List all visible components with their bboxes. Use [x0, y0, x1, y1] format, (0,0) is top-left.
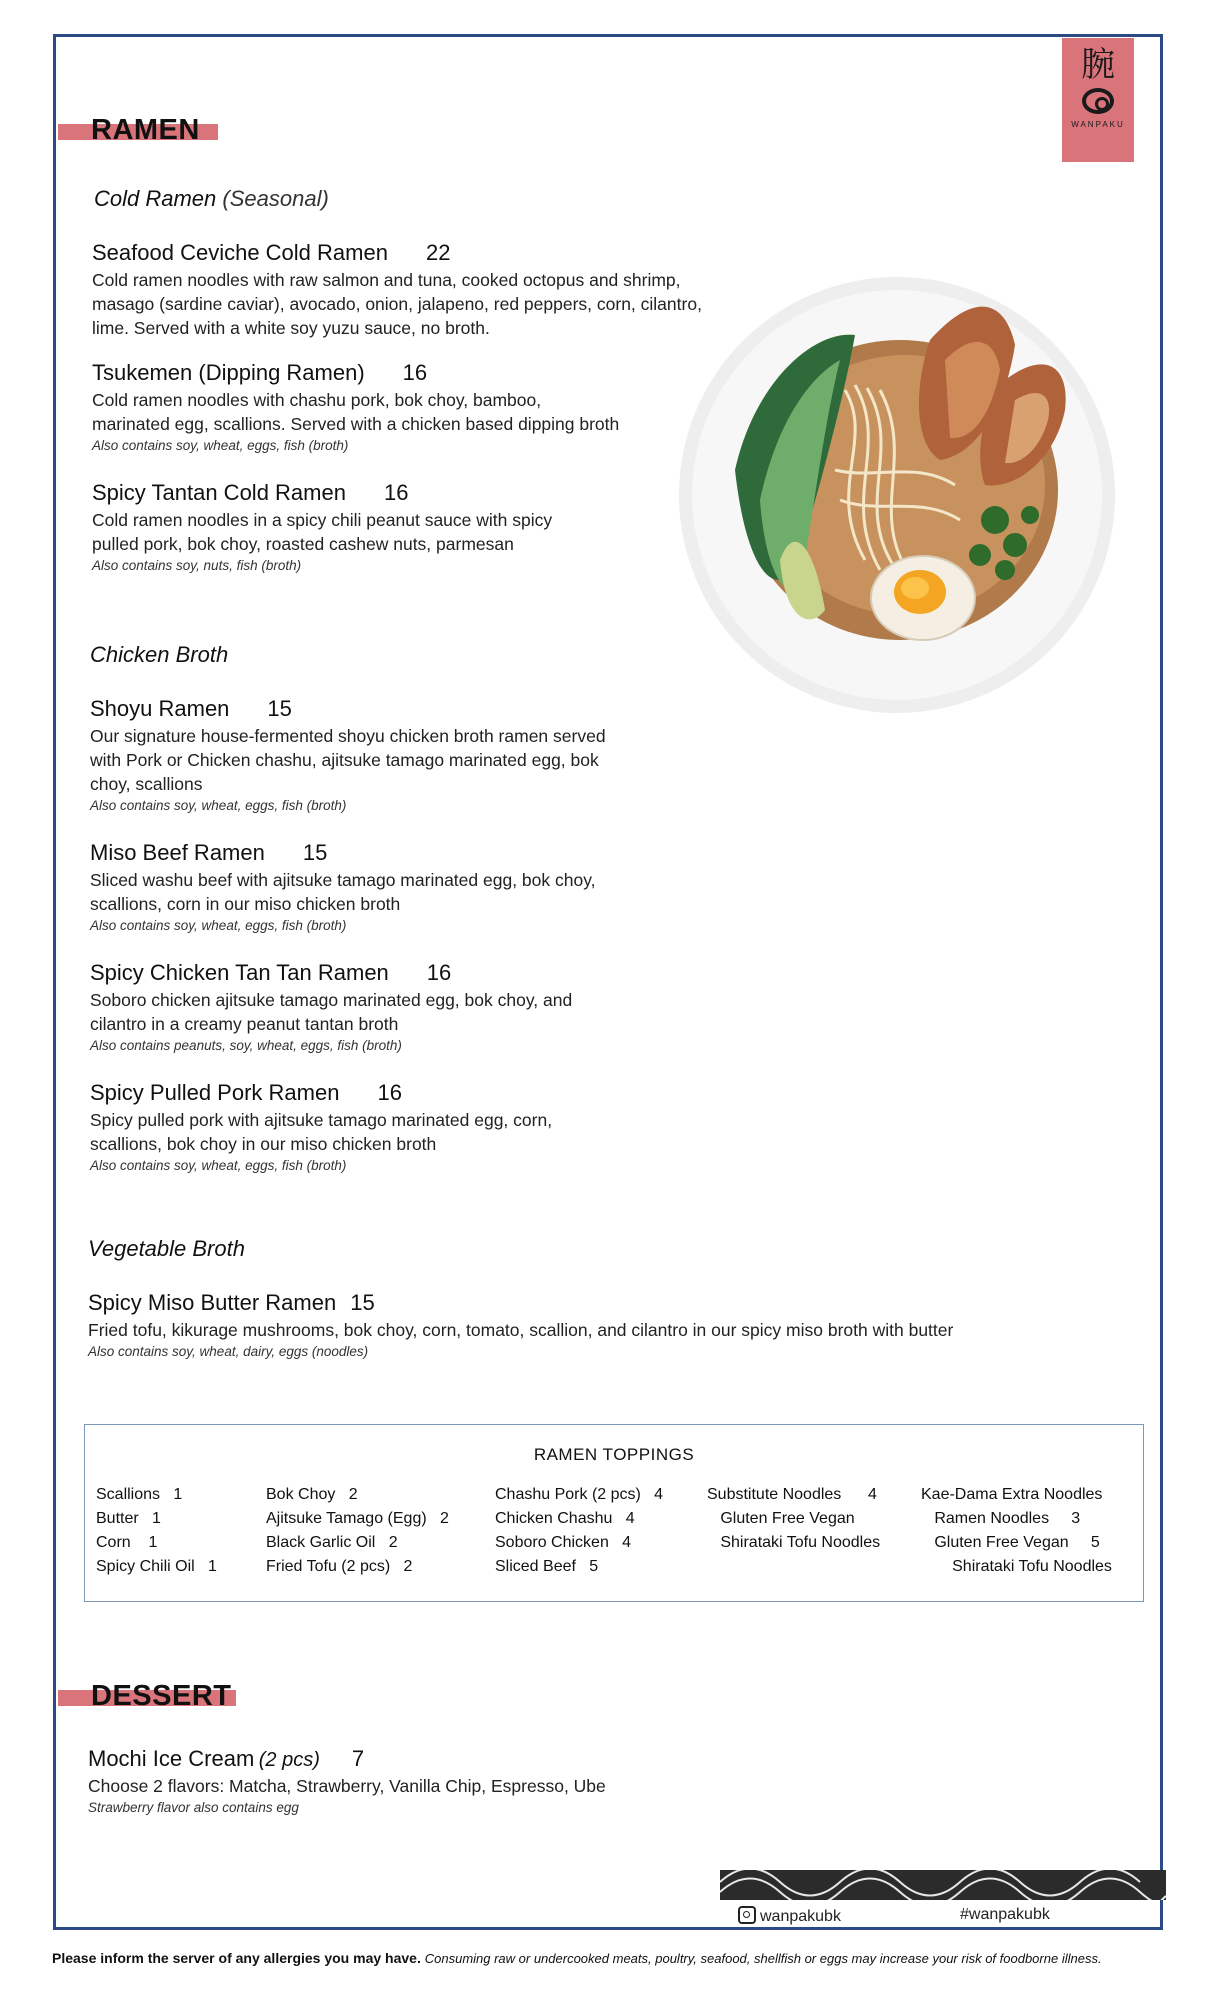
menu-item: [92, 480, 692, 573]
item-price: 16: [426, 960, 452, 985]
description-line: Cold ramen noodles with chashu pork, bok choy, bamboo,: [92, 390, 542, 410]
instagram-handle[interactable]: [738, 1906, 841, 1926]
item-name: Mochi Ice Cream: [88, 1746, 255, 1771]
description-line: Cold ramen noodles with raw salmon and tuna, cooked octopus and shrimp,: [92, 270, 681, 290]
wave-pattern-banner: [720, 1870, 1166, 1900]
topping-entry: Bok Choy 2: [266, 1486, 358, 1503]
description-line: lime. Served with a white soy yuzu sauce, no broth.: [92, 318, 490, 338]
item-allergen-note: Also contains peanuts, soy, wheat, eggs, fish (broth): [90, 1038, 402, 1053]
ramen-bowl-illustration: [675, 270, 1145, 720]
description-line: Fried tofu, kikurage mushrooms, bok choy, corn, tomato, scallion, and cilantro in our spicy miso broth with butter: [88, 1320, 954, 1340]
menu-item: [88, 1746, 788, 1815]
cold-ramen-subhead: [94, 186, 329, 212]
topping-entry: Shirataki Tofu Noodles: [921, 1558, 1112, 1575]
item-name: Spicy Chicken Tan Tan Ramen: [90, 960, 389, 985]
wanpaku-logo: [1062, 38, 1134, 162]
item-name: Miso Beef Ramen: [90, 840, 265, 865]
topping-entry: Sliced Beef 5: [495, 1558, 599, 1575]
item-name: Seafood Ceviche Cold Ramen: [92, 240, 388, 265]
topping-entry: Spicy Chili Oil 1: [96, 1558, 217, 1575]
topping-entry: Ajitsuke Tamago (Egg) 2: [266, 1510, 449, 1527]
dessert-section-heading: [58, 1680, 258, 1714]
item-allergen-note: Strawberry flavor also contains egg: [88, 1800, 299, 1815]
item-description: [88, 1318, 1148, 1342]
item-price: 16: [383, 480, 409, 505]
item-name: Tsukemen (Dipping Ramen): [92, 360, 365, 385]
dessert-heading-text: DESSERT: [91, 1680, 232, 1712]
item-description: Choose 2 flavors: Matcha, Strawberry, Vanilla Chip, Espresso, Ube: [88, 1776, 606, 1796]
topping-entry: Black Garlic Oil 2: [266, 1534, 398, 1551]
topping-entry: Ramen Noodles 3: [921, 1510, 1081, 1527]
cold-ramen-note: (Seasonal): [222, 186, 329, 211]
menu-item: [90, 696, 690, 813]
toppings-column: [921, 1483, 1112, 1579]
instagram-icon: [738, 1906, 756, 1924]
foodborne-illness-warning: Consuming raw or undercooked meats, poultry, seafood, shellfish or eggs may increase your risk of foodborne illness.: [424, 1951, 1102, 1966]
topping-entry: Corn 1: [96, 1534, 158, 1551]
item-description: [90, 988, 690, 1036]
item-price: 16: [402, 360, 428, 385]
menu-item: [92, 360, 692, 453]
description-line: scallions, bok choy in our miso chicken broth: [90, 1134, 437, 1154]
item-price: 7: [351, 1746, 365, 1771]
logo-bowl-mark: [1082, 88, 1114, 114]
ramen-heading-text: RAMEN: [91, 114, 200, 146]
description-line: Cold ramen noodles in a spicy chili peanut sauce with spicy: [92, 510, 553, 530]
item-allergen-note: Also contains soy, nuts, fish (broth): [92, 558, 302, 573]
item-allergen-note: Also contains soy, wheat, eggs, fish (broth): [90, 798, 347, 813]
topping-entry: Gluten Free Vegan: [707, 1510, 855, 1527]
item-price: 15: [267, 696, 292, 721]
chicken-broth-subhead: [90, 642, 228, 668]
toppings-column: [495, 1483, 663, 1579]
menu-item: [88, 1290, 1148, 1359]
item-description: [90, 1108, 690, 1156]
topping-entry: Substitute Noodles 4: [707, 1486, 877, 1503]
description-line: Our signature house-fermented shoyu chicken broth ramen served: [90, 726, 606, 746]
item-name-qualifier: (2 pcs): [258, 1749, 320, 1771]
item-allergen-note: Also contains soy, wheat, eggs, fish (broth): [92, 438, 349, 453]
item-description: [90, 868, 690, 916]
cold-ramen-title: Cold Ramen: [94, 186, 217, 211]
menu-item: [92, 240, 712, 340]
allergy-disclaimer: [52, 1950, 1102, 1966]
topping-entry: Scallions 1: [96, 1486, 183, 1503]
item-price: 16: [377, 1080, 402, 1105]
toppings-column: [266, 1483, 449, 1579]
description-line: cilantro in a creamy peanut tantan broth: [90, 1014, 399, 1034]
topping-entry: Fried Tofu (2 pcs) 2: [266, 1558, 413, 1575]
description-line: marinated egg, scallions. Served with a chicken based dipping broth: [92, 414, 620, 434]
topping-entry: Shirataki Tofu Noodles: [707, 1534, 881, 1551]
logo-wordmark: WANPAKU: [1071, 120, 1125, 129]
description-line: Spicy pulled pork with ajitsuke tamago marinated egg, corn,: [90, 1110, 553, 1130]
vegetable-broth-subhead: [88, 1236, 245, 1262]
vegetable-broth-title: Vegetable Broth: [88, 1236, 245, 1261]
item-allergen-note: Also contains soy, wheat, eggs, fish (broth): [90, 1158, 347, 1173]
topping-entry: Chicken Chashu 4: [495, 1510, 635, 1527]
toppings-column: [96, 1483, 217, 1579]
item-name: Spicy Tantan Cold Ramen: [92, 480, 346, 505]
allergy-notice: Please inform the server of any allergies you may have.: [52, 1950, 421, 1966]
item-name: Spicy Pulled Pork Ramen: [90, 1080, 340, 1105]
item-allergen-note: Also contains soy, wheat, eggs, fish (broth): [90, 918, 347, 933]
toppings-column: [707, 1483, 880, 1555]
item-price: 15: [302, 840, 328, 865]
description-line: Soboro chicken ajitsuke tamago marinated egg, bok choy, and: [90, 990, 573, 1010]
description-line: pulled pork, bok choy, roasted cashew nuts, parmesan: [92, 534, 514, 554]
ramen-section-heading: [58, 114, 238, 148]
item-description: [92, 508, 692, 556]
item-description: [92, 388, 692, 436]
topping-entry: Soboro Chicken 4: [495, 1534, 632, 1551]
item-price: 15: [350, 1290, 375, 1315]
chicken-broth-title: Chicken Broth: [90, 642, 229, 667]
topping-entry: Chashu Pork (2 pcs) 4: [495, 1486, 664, 1503]
topping-entry: Kae-Dama Extra Noodles: [921, 1486, 1103, 1503]
item-name: Shoyu Ramen: [90, 696, 230, 721]
item-name: Spicy Miso Butter Ramen: [88, 1290, 337, 1315]
menu-item: [90, 960, 690, 1053]
ramen-toppings-box: [84, 1424, 1144, 1602]
menu-item: [90, 840, 690, 933]
description-line: Sliced washu beef with ajitsuke tamago marinated egg, bok choy,: [90, 870, 596, 890]
instagram-handle-text: wanpakubk: [760, 1908, 841, 1925]
item-allergen-note: Also contains soy, wheat, dairy, eggs (noodles): [88, 1344, 369, 1359]
hashtag: #wanpakubk: [960, 1906, 1050, 1923]
logo-kanji: 腕: [1081, 45, 1115, 85]
topping-entry: Butter 1: [96, 1510, 161, 1527]
description-line: masago (sardine caviar), avocado, onion, jalapeno, red peppers, corn, cilantro,: [92, 294, 702, 314]
description-line: with Pork or Chicken chashu, ajitsuke tamago marinated egg, bok: [90, 750, 599, 770]
item-description: [92, 268, 712, 340]
topping-entry: Gluten Free Vegan 5: [921, 1534, 1100, 1551]
description-line: scallions, corn in our miso chicken broth: [90, 894, 401, 914]
description-line: choy, scallions: [90, 774, 203, 794]
item-price: 22: [425, 240, 451, 265]
item-description: [90, 724, 690, 796]
toppings-title: RAMEN TOPPINGS: [533, 1445, 695, 1464]
menu-item: [90, 1080, 690, 1173]
